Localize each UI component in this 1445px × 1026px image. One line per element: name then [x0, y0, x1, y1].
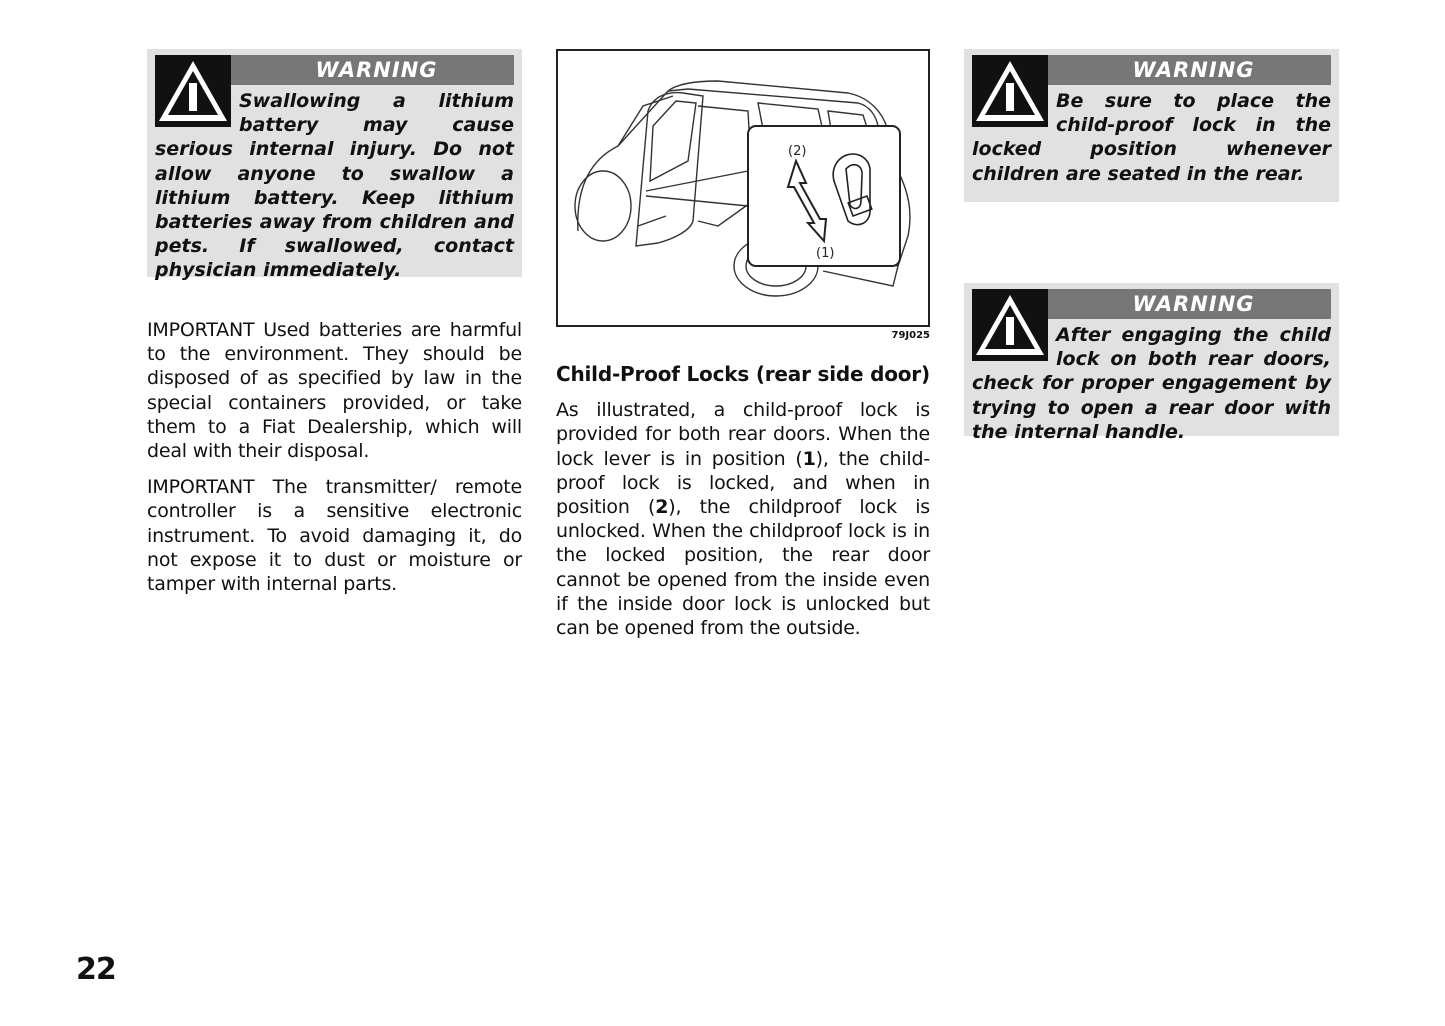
warning-text: Be sure to place the child-proof lock in the locked position whenever children are seated in the rear.	[972, 90, 1331, 185]
paragraph-part-1: As illustrated, a child-proof lock is provided for both rear doors. When the lock lever is in position (	[556, 399, 930, 470]
warning-title: WARNING	[972, 55, 1331, 85]
position-1-label: 1	[802, 447, 816, 470]
warning-triangle-icon	[155, 55, 231, 127]
warning-text: After engaging the child lock on both rear doors, check for proper engagement by trying to open a rear door with the internal handle.	[972, 324, 1331, 443]
warning-box-lithium	[147, 49, 522, 282]
child-lock-illustration	[556, 49, 930, 327]
warning-box-child-proof-position	[964, 49, 1339, 202]
middle-text-column	[556, 362, 930, 652]
paragraph-part-2: ), the child-proof lock is locked, and when in position (	[556, 447, 930, 519]
warning-title: WARNING	[155, 55, 514, 85]
page-number: 22	[76, 952, 116, 987]
warning-triangle-icon	[972, 289, 1048, 361]
warning-title: WARNING	[972, 289, 1331, 319]
position-2-label: 2	[655, 496, 669, 519]
left-text-column	[147, 318, 522, 608]
car-rear-door-drawing	[558, 51, 928, 325]
important-transmitter-paragraph: IMPORTANT The transmitter/ remote controller is a sensitive electronic instrument. To avoid damaging it, do not expose it to dust or moisture or tamper with internal parts.	[147, 476, 522, 596]
warning-text: Swallowing a lithium battery may cause serious internal injury. Do not allow anyone to swallow a lithium battery. Keep lithium batteries away from children and pets. If swallowed, contact physician immediately.	[155, 90, 514, 282]
figure-label-2: (2)	[788, 144, 807, 159]
warning-triangle-icon	[972, 55, 1048, 127]
figure-label-1: (1)	[816, 246, 835, 261]
important-batteries-paragraph: IMPORTANT Used batteries are harmful to the environment. They should be disposed of as specified by law in the special containers provided, or take them to a Fiat Dealership, which will deal with their disposal.	[147, 319, 522, 463]
warning-box-child-lock-check	[964, 283, 1339, 443]
figure-code: 79J025	[891, 330, 930, 341]
child-lock-paragraph	[556, 398, 930, 640]
paragraph-part-3: ), the childproof lock is unlocked. When the childproof lock is in the locked position, the rear door cannot be opened from the inside even if the inside door lock is unlocked but can be opened from the outside.	[556, 496, 930, 640]
section-heading: Child-Proof Locks (rear side door)	[556, 362, 930, 386]
